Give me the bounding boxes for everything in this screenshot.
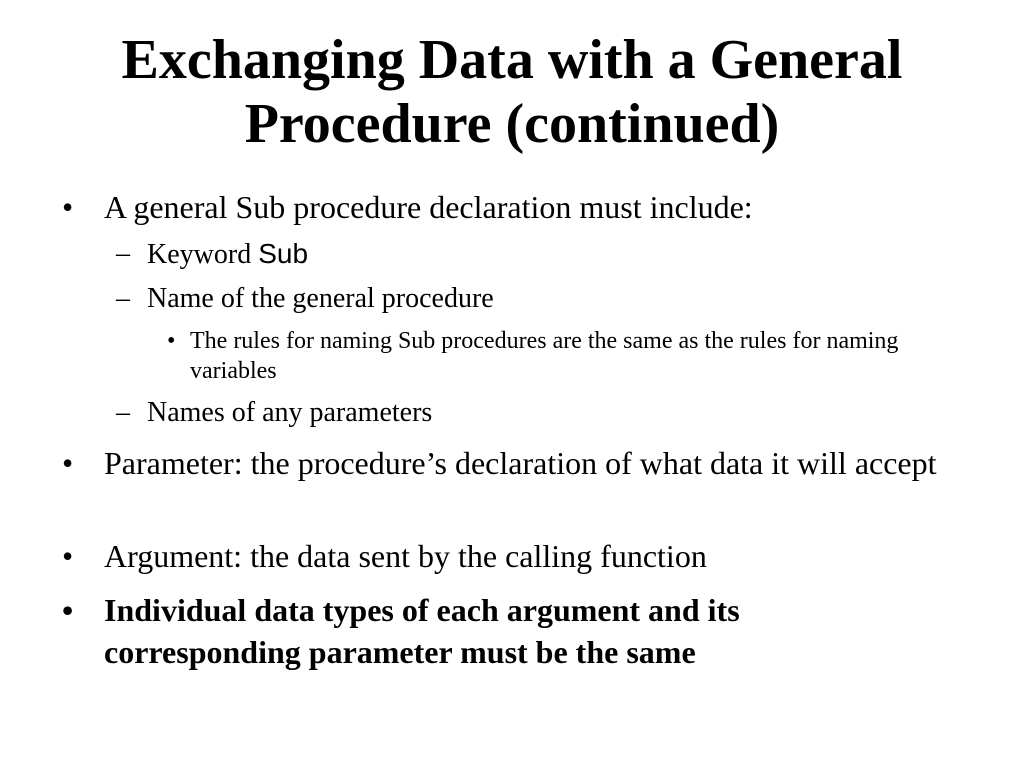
bullet-marker: •: [62, 592, 74, 628]
keyword-code-sub: Sub: [258, 238, 309, 269]
bullet-item-argument: [62, 535, 962, 577]
bullet-item-sub-declaration: [62, 186, 962, 228]
sub-bullet-parameter-names: [116, 395, 956, 431]
bullet-item-data-types: [62, 589, 922, 673]
keyword-label: Keyword: [147, 239, 259, 270]
dash-marker: –: [116, 283, 130, 314]
sub-bullet-procedure-name: [116, 281, 956, 317]
bullet-marker: •: [62, 538, 74, 574]
sub-bullet-text: [147, 236, 956, 273]
bullet-marker: •: [62, 189, 74, 225]
bullet-text: Parameter: the procedure’s declaration of what data it will accept: [104, 445, 937, 481]
sub-sub-bullet-naming-rules: [167, 326, 957, 386]
sub-bullet-keyword-sub: [116, 236, 956, 273]
bullet-text: Argument: the data sent by the calling function: [104, 538, 707, 574]
bullet-item-parameter: [62, 442, 962, 484]
bullet-text: Individual data types of each argument and its corresponding parameter must be the same: [104, 592, 740, 670]
sub-sub-bullet-text: The rules for naming Sub procedures are the same as the rules for naming variables: [190, 328, 899, 384]
bullet-text: A general Sub procedure declaration must include:: [104, 189, 753, 225]
sub-bullet-text: Names of any parameters: [147, 397, 433, 428]
bullet-marker: •: [62, 445, 74, 481]
slide-title-line-2: Procedure (continued): [244, 93, 780, 155]
dash-marker: –: [116, 397, 130, 428]
bullet-marker: •: [167, 328, 176, 354]
sub-bullet-text: Name of the general procedure: [147, 283, 494, 314]
dash-marker: –: [116, 238, 130, 269]
slide-title-line-1: Exchanging Data with a General: [121, 29, 903, 91]
slide-title: [40, 28, 984, 156]
